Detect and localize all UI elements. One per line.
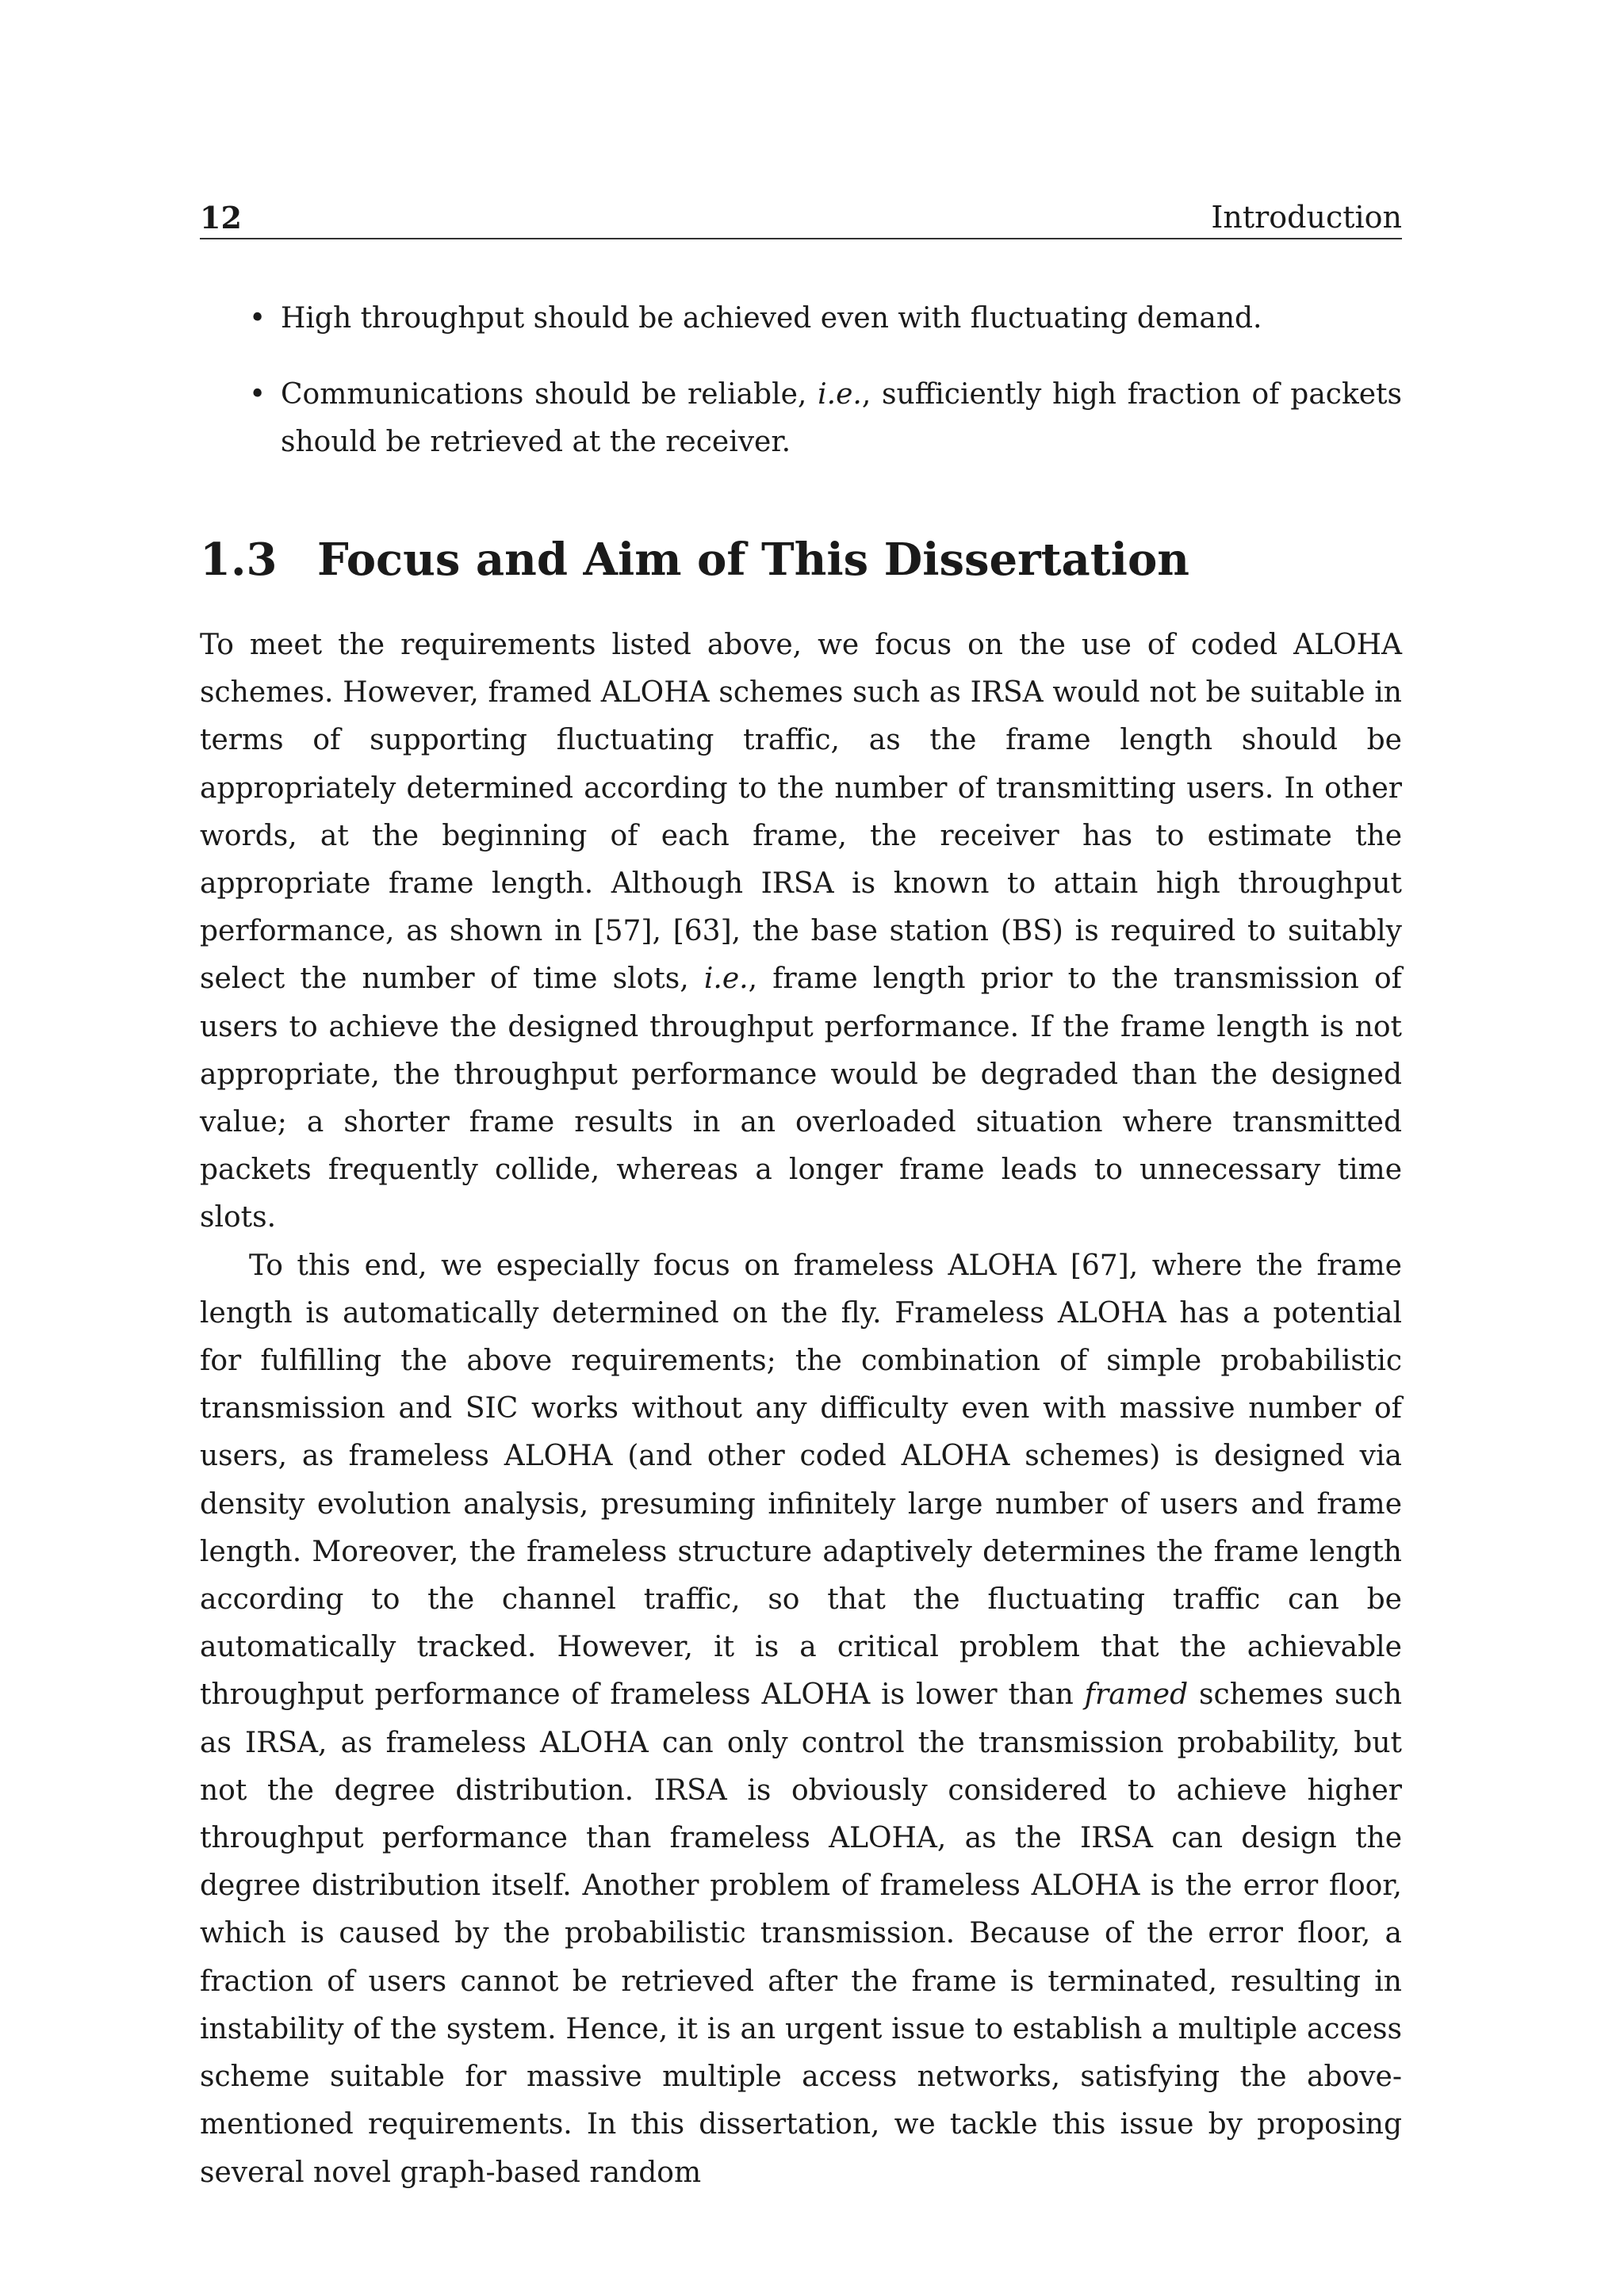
bullet-icon: • (249, 302, 266, 335)
section-number: 1.3 (200, 534, 278, 586)
italic-abbrev: i.e. (818, 378, 862, 411)
section-body (200, 622, 1402, 2197)
italic-emphasis: framed (1084, 1678, 1189, 1712)
paragraph-1 (200, 622, 1402, 1242)
paragraph-text: , frame length prior to the transmission of users to achieve the designed throughput performance. If the frame length is not appropriate, the throughput performance would be degraded than the designed value; a shorter frame results in an overloaded situation where transmitted packets frequently collide, whereas a longer frame leads to unnecessary time slots. (200, 962, 1402, 1234)
list-item (200, 295, 1402, 342)
italic-abbrev: i.e. (703, 962, 749, 996)
bullet-text-part: , sufficiently high fraction of packets should be retrieved at the receiver. (281, 378, 1403, 458)
bullet-text: High throughput should be achieved even with fluctuating demand. (281, 302, 1262, 335)
bullet-text (281, 378, 1402, 458)
bullet-icon: • (249, 378, 266, 411)
paragraph-2 (200, 1242, 1402, 2197)
paragraph-text: schemes such as IRSA, as frameless ALOHA can only control the transmission probability, but not the degree distribution. IRSA is obviously considered to achieve higher throughput performance than frameless ALOHA, as the IRSA can design the degree distribution itself. Another problem of frameless ALOHA is the error floor, which is caused by the probabilistic transmission. Because of the error floor, a fraction of users cannot be retrieved after the frame is terminated, resulting in instability of the system. Hence, it is an urgent issue to establish a multiple access scheme suitable for massive multiple access networks, satisfying the above-mentioned requirements. In this dissertation, we tackle this issue by proposing several novel graph-based random (200, 1678, 1403, 2189)
running-header (200, 197, 1402, 239)
section-title: Focus and Aim of This Dissertation (317, 534, 1190, 586)
section-heading (200, 526, 1402, 593)
running-title: Introduction (1211, 200, 1402, 235)
page-number: 12 (200, 200, 242, 235)
paragraph-text: To meet the requirements listed above, we focus on the use of coded ALOHA schemes. However, framed ALOHA schemes such as IRSA would not be suitable in terms of supporting fluctuating traffic, as the frame length should be appropriately determined according to the number of transmitting users. In other words, at the beginning of each frame, the receiver has to estimate the appropriate frame length. Although IRSA is known to attain high throughput performance, as shown in [57], [63], the base station (BS) is required to suitably select the number of time slots, (200, 629, 1402, 996)
list-item (200, 371, 1402, 466)
requirements-bullet-list (200, 295, 1402, 495)
paragraph-text: To this end, we especially focus on frameless ALOHA [67], where the frame length is automatically determined on the fly. Frameless ALOHA has a potential for fulfilling the above requirements; the combination of simple probabilistic transmission and SIC works without any difficulty even with massive number of users, as frameless ALOHA (and other coded ALOHA schemes) is designed via density evolution analysis, presuming infinitely large number of users and frame length. Moreover, the frameless structure adaptively determines the frame length according to the channel traffic, so that the fluctuating traffic can be automatically tracked. However, it is a critical problem that the achievable throughput performance of frameless ALOHA is lower than (200, 1249, 1402, 1712)
bullet-text-part: Communications should be reliable, (281, 378, 818, 411)
